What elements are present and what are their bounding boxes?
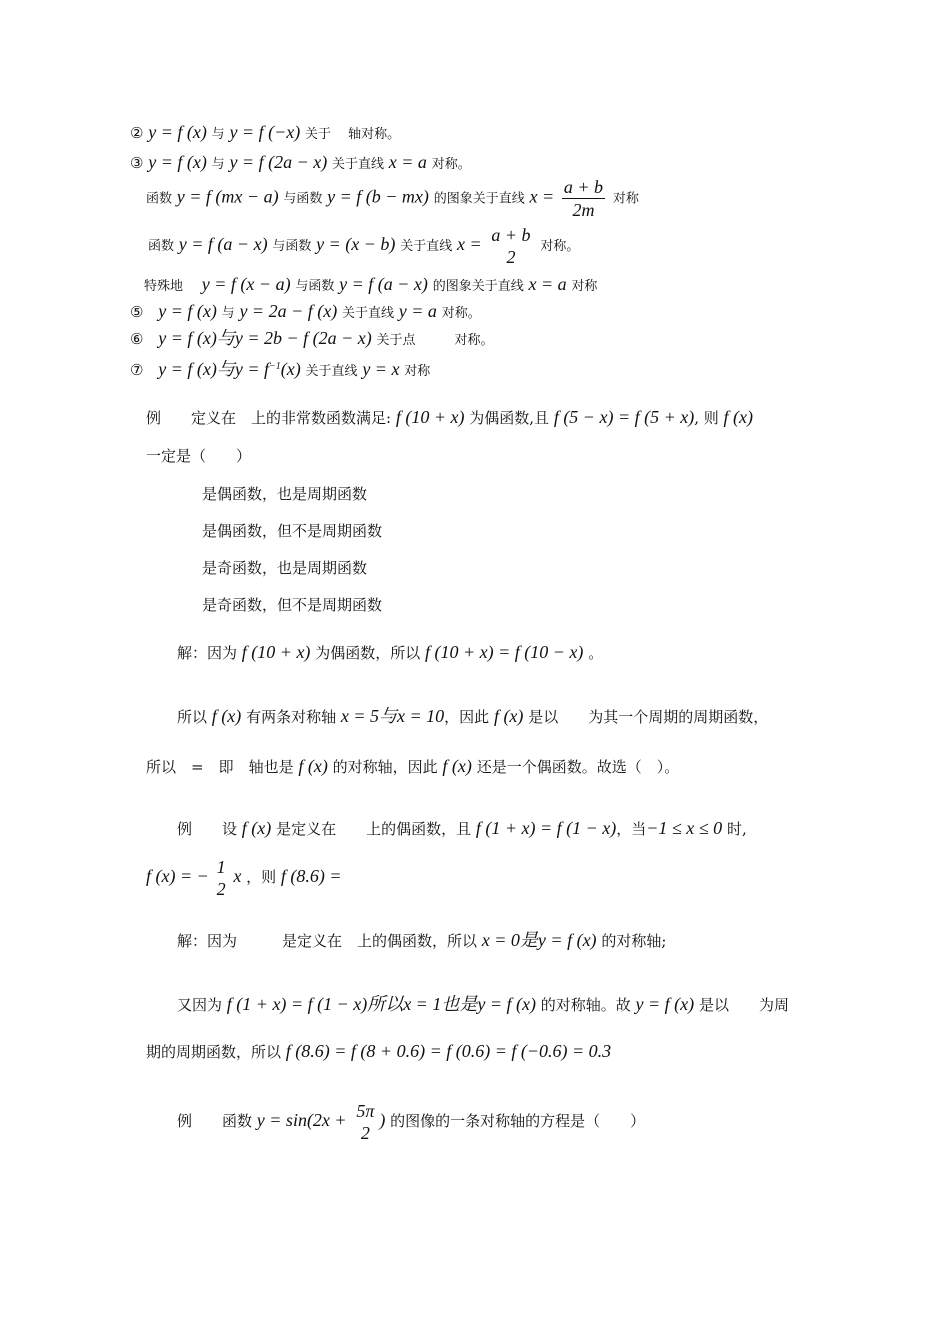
connector: 与: [211, 127, 225, 142]
formula: f (x): [493, 706, 524, 726]
text: 例 定义在 上的非常数函数满足:: [146, 409, 392, 427]
text: 对称: [404, 364, 431, 379]
formula: f (10 + x) = f (10 − x): [425, 642, 584, 662]
option-d: [202, 595, 382, 615]
text: 是偶函数，也是周期函数: [202, 485, 368, 503]
formula: f (10 + x): [395, 407, 465, 427]
connector: 与: [211, 157, 225, 172]
denominator: 2: [506, 247, 516, 267]
text: 期的周期函数，所以: [146, 1043, 282, 1061]
formula: ): [379, 1110, 386, 1130]
formula: f (x): [298, 756, 328, 776]
text: 还是一个偶函数。故选（ ）。: [476, 758, 680, 776]
text: 时,: [726, 820, 747, 838]
fraction: [562, 176, 605, 221]
text: 的对称轴。故: [540, 996, 631, 1014]
formula: −1 ≤ x ≤ 0: [646, 818, 723, 838]
text: 是定义在 上的偶函数，且: [276, 820, 472, 838]
text: 关于直线: [341, 306, 394, 321]
formula: y = f (2a − x): [229, 152, 328, 172]
formula: f (10 + x): [241, 642, 311, 662]
denominator: 2: [216, 879, 226, 899]
text: 对称。: [540, 239, 580, 254]
formula: f (1 + x) = f (1 − x)所以x = 1也是y = f (x): [226, 994, 536, 1014]
formula: y = f (x): [148, 152, 207, 172]
text: 所以 = 即 轴也是: [146, 758, 294, 776]
text: ，则: [246, 868, 277, 886]
marker: ⑤: [130, 303, 144, 321]
text: 例 设: [177, 820, 238, 838]
numerator: 5π: [356, 1101, 375, 1121]
text: 的图像的一条对称轴的方程是（ ）: [390, 1112, 646, 1130]
example-2-solution-1: [177, 930, 666, 951]
text: 是以 为其一个周期的周期函数，: [528, 708, 769, 726]
formula: y = f (a − x): [339, 274, 428, 294]
property-line-6: [144, 274, 597, 297]
text: 解：因为 是定义在 上的偶函数，所以: [177, 932, 478, 950]
example-1-solution-1: [177, 642, 603, 663]
text: 。: [588, 644, 604, 662]
formula: x: [233, 866, 242, 886]
formula: y = f (x − a): [201, 274, 291, 294]
option-c: [202, 558, 367, 578]
text: 关于点 对称。: [376, 333, 494, 348]
text: 对称: [612, 191, 639, 207]
text: ，当: [616, 820, 647, 838]
property-line-4: [146, 176, 639, 221]
formula: y = f (mx − a): [176, 186, 279, 207]
formula: y = f (a − x): [178, 234, 268, 254]
formula: f (x): [241, 818, 272, 838]
superscript: −1: [269, 361, 281, 372]
text: 所以: [177, 708, 208, 726]
formula: f (8.6) = f (8 + 0.6) = f (0.6) = f (−0.6) = 0.3: [285, 1041, 612, 1061]
numerator: 1: [216, 857, 226, 877]
denominator: 2: [360, 1123, 370, 1143]
text: , 则: [694, 409, 719, 427]
example-2-solution-3: [146, 1041, 611, 1062]
text: 的图象关于直线: [433, 191, 525, 207]
text: 又因为: [177, 996, 223, 1014]
text: 特殊地: [144, 279, 184, 294]
formula: f (5 − x) = f (5 + x): [553, 407, 695, 427]
property-7: [130, 357, 430, 382]
fraction: [489, 224, 532, 268]
formula: f (x): [723, 407, 754, 427]
text: 是偶函数，但不是周期函数: [202, 522, 383, 540]
example-3-question: [177, 1100, 645, 1144]
marker: ③: [130, 154, 144, 172]
property-3: [130, 152, 471, 175]
text: 解：因为: [177, 644, 238, 662]
formula: y = f (b − mx): [327, 186, 429, 207]
formula: x = a: [528, 274, 567, 294]
text: 关于直线: [305, 364, 358, 379]
text: 例 函数: [177, 1112, 253, 1130]
formula: y = f (x)与y = 2b − f (2a − x): [158, 328, 372, 348]
text: 为偶函数，所以: [315, 644, 421, 662]
formula: f (x): [442, 756, 472, 776]
text: 函数: [146, 191, 173, 207]
formula: x = 5与x = 10: [340, 706, 445, 726]
formula: x =: [456, 234, 482, 254]
formula: f (1 + x) = f (1 − x): [475, 818, 617, 838]
text: 函数: [148, 239, 175, 254]
formula: x =: [529, 186, 555, 207]
text: 关于直线: [331, 157, 384, 172]
text: 与: [221, 306, 235, 321]
formula: y = a: [398, 301, 437, 321]
example-1-question-line-2: [146, 446, 251, 466]
text: 的图象关于直线: [432, 279, 524, 294]
denominator: 2m: [572, 200, 595, 220]
example-2-question: [177, 818, 747, 839]
text: 关于 轴对称。: [304, 127, 401, 142]
formula: y = f (x): [148, 122, 207, 142]
formula: f (x): [211, 706, 242, 726]
text: 有两条对称轴: [246, 708, 337, 726]
marker: ⑥: [130, 330, 144, 348]
formula: y = 2a − f (x): [239, 301, 338, 321]
formula: y = f (x): [635, 994, 695, 1014]
example-2-solution-2: [177, 994, 789, 1015]
example-1-question: [146, 407, 753, 428]
text: 与函数: [272, 239, 312, 254]
formula: x = 0是y = f (x): [481, 930, 597, 950]
text: 的对称轴;: [601, 932, 667, 950]
property-2: [130, 122, 400, 145]
numerator: a + b: [491, 225, 531, 245]
text: 为偶函数,且: [469, 409, 550, 427]
numerator: a + b: [563, 177, 604, 197]
example-1-solution-3: [146, 756, 679, 777]
text: 对称: [571, 279, 598, 294]
text: 的对称轴，因此: [332, 758, 438, 776]
text: 是以 为周: [698, 996, 789, 1014]
property-line-5: [148, 224, 579, 268]
text: 与函数: [283, 191, 323, 207]
fraction: [354, 1100, 376, 1144]
text: 与函数: [295, 279, 335, 294]
text: 一定是（ ）: [146, 447, 252, 465]
text: 是奇函数，但不是周期函数: [202, 596, 383, 614]
formula: y = f (x)与y = f: [158, 359, 269, 379]
formula: y = f (x): [158, 301, 217, 321]
marker: ⑦: [130, 361, 144, 379]
formula: f (x) = −: [146, 866, 209, 886]
text: 关于直线: [400, 239, 453, 254]
formula: y = f (−x): [229, 122, 301, 142]
text: 对称。: [441, 306, 481, 321]
option-a: [202, 484, 367, 504]
formula: f (8.6) =: [280, 866, 342, 886]
text: 是奇函数，也是周期函数: [202, 559, 368, 577]
example-1-solution-2: [177, 706, 768, 727]
formula: y = (x − b): [316, 234, 396, 254]
fraction: [215, 856, 228, 900]
option-b: [202, 521, 382, 541]
formula: y = sin(2x +: [256, 1110, 347, 1130]
formula: (x): [280, 359, 301, 379]
formula: x = a: [388, 152, 427, 172]
marker: ②: [130, 124, 144, 142]
text: 对称。: [431, 157, 471, 172]
property-6: [130, 328, 494, 351]
property-5: [130, 301, 481, 324]
text: ，因此: [444, 708, 490, 726]
formula: y = x: [362, 359, 400, 379]
example-2-question-line-2: [146, 856, 342, 900]
